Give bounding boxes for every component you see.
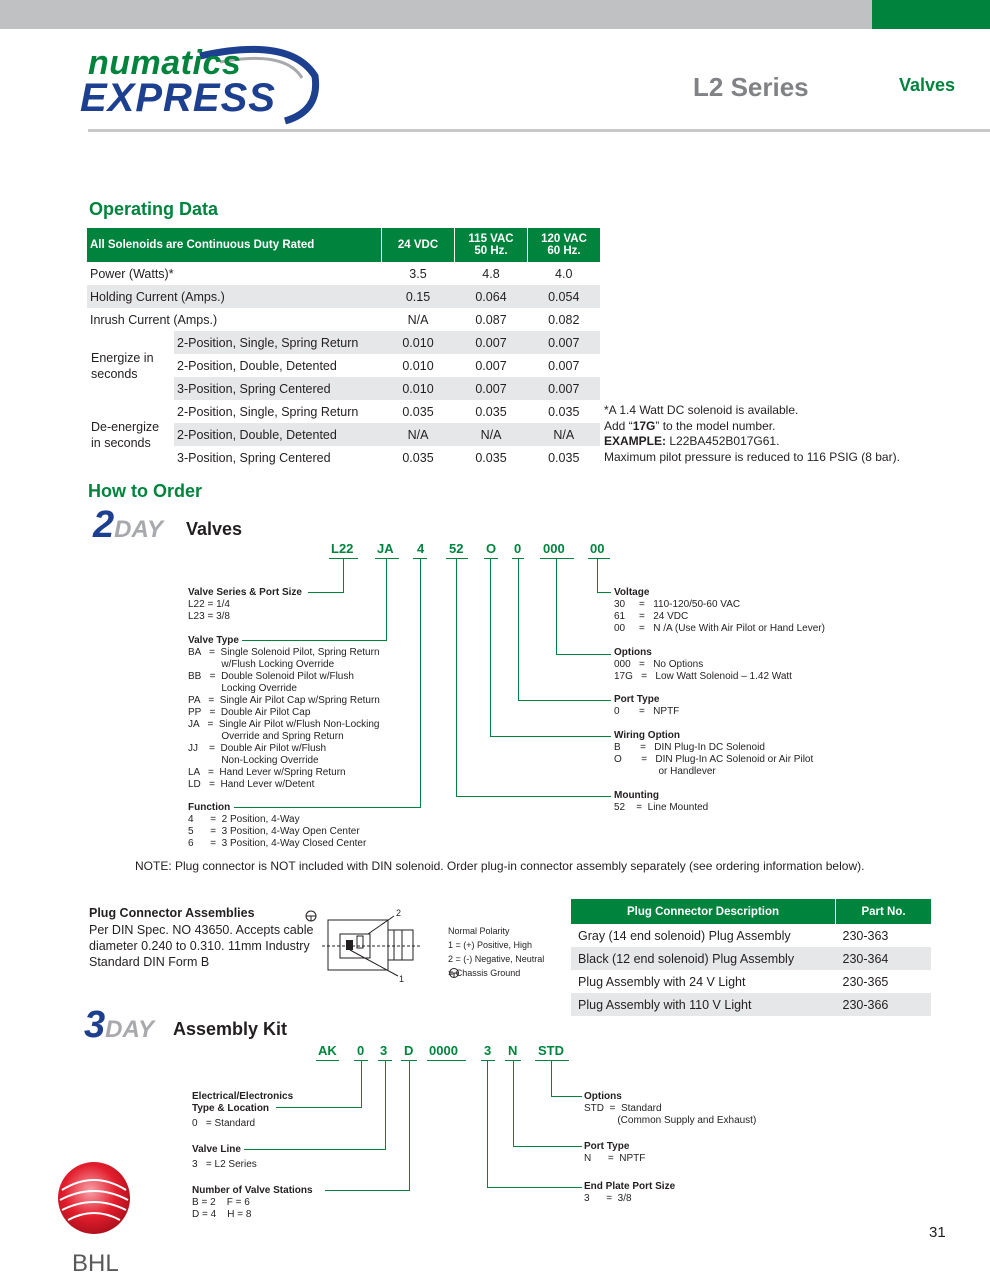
table-row: 2-Position, Double, Detented 0.010 0.007 0.007 bbox=[177, 358, 580, 373]
table-row: Holding Current (Amps.) 0.15 0.064 0.054 bbox=[87, 285, 600, 308]
table-row: De-energize in seconds 2-Position, Single, Spring Return 0.035 0.035 0.035 bbox=[87, 400, 600, 423]
two-day-badge: 2DAY bbox=[93, 504, 164, 546]
code-options: 000 bbox=[543, 541, 565, 556]
bhl-logo-icon bbox=[56, 1160, 132, 1246]
series-title: L2 Series bbox=[693, 72, 809, 102]
logo-express: EXPRESS bbox=[80, 76, 276, 120]
operating-data-heading: Operating Data bbox=[89, 199, 219, 219]
kit-electrical-block: Electrical/Electronics Type & Location 0 = Standard bbox=[192, 1091, 294, 1129]
table-row: Power (Watts)* 3.5 4.8 4.0 bbox=[90, 266, 573, 281]
kit-code-size: 3 bbox=[484, 1043, 492, 1058]
function-block: Function 4 = 2 Position, 4-Way 5 = 3 Position, 4-Way Open Center 6 = 3 Position, 4-Way Closed Center bbox=[188, 802, 367, 849]
kit-end-plate-block: End Plate Port Size 3 = 3/8 bbox=[584, 1181, 676, 1204]
plug-connector-diagram-icon bbox=[302, 906, 442, 986]
code-mounting: 52 bbox=[449, 541, 464, 556]
kit-valve-line-block: Valve Line 3 = L2 Series bbox=[192, 1144, 257, 1170]
wiring-option-block: Wiring Option B = DIN Plug-In DC Solenoid O = DIN Plug-In AC Solenoid or Air Pilot or Handlever bbox=[614, 730, 814, 777]
table-row: Energize in seconds 2-Position, Single, Spring Return 0.010 0.007 0.007 bbox=[87, 331, 600, 354]
kit-code-options: STD bbox=[538, 1043, 564, 1058]
valves-order-title: Valves bbox=[186, 519, 243, 539]
options-block: Options 000 = No Options 17G = Low Watt Solenoid – 1.42 Watt bbox=[614, 647, 792, 682]
plug-assemblies-text: Per DIN Spec. NO 43650. Accepts cable diameter 0.240 to 0.310. 11mm Industry Standard DIN Form B bbox=[89, 923, 314, 969]
assembly-kit-title: Assembly Kit bbox=[173, 1019, 288, 1039]
category-title: Valves bbox=[899, 75, 956, 95]
table-header: Plug Connector Description bbox=[571, 899, 836, 924]
bhl-brand: BHL bbox=[72, 1250, 119, 1277]
operating-data-table bbox=[87, 228, 600, 469]
table-row: Plug Assembly with 110 V Light 230-366 bbox=[571, 993, 931, 1016]
code-valve-type: JA bbox=[377, 541, 394, 556]
kit-code-blank: 0000 bbox=[429, 1043, 458, 1058]
table-row: Inrush Current (Amps.) N/A 0.087 0.082 bbox=[90, 312, 580, 327]
mounting-block: Mounting 52 = Line Mounted bbox=[614, 790, 709, 813]
table-header: Part No. bbox=[836, 899, 932, 924]
polarity-legend: Normal Polarity 1 = (+) Positive, High 2 = (-) Negative, Neutral = Chassis Ground bbox=[448, 926, 545, 978]
kit-options-block: Options STD = Standard (Common Supply and Exhaust) bbox=[584, 1091, 757, 1126]
kit-code-line: 3 bbox=[380, 1043, 388, 1058]
table-header: 24 VDC bbox=[382, 228, 455, 262]
plug-assemblies-title: Plug Connector Assemblies bbox=[89, 906, 255, 920]
plug-connector-table bbox=[571, 899, 931, 1016]
table-row: 3-Position, Spring Centered 0.035 0.035 0.035 bbox=[177, 450, 580, 465]
table-header: All Solenoids are Continuous Duty Rated bbox=[87, 228, 382, 262]
three-day-badge: 3DAY bbox=[84, 1004, 155, 1046]
code-port: 0 bbox=[514, 541, 522, 556]
logo-numatics: numatics bbox=[88, 44, 242, 82]
valve-type-block: Valve Type BA = Single Solenoid Pilot, Spring Return w/Flush Locking Override BB = Double Solenoid Pilot w/Flush Locking Override PA = Single Air Pilot Cap w/Spring Return PP = Double Air Pilot Cap JA = Single Air Pilot w/Flush Non-Locking Override and Spring Return JJ = Double Air Pilot w/Flush Non-Locking Override LA = Hand Lever w/Spring Return LD = Hand Lever w/Detent bbox=[188, 635, 380, 790]
table-header: 115 VAC 50 Hz. bbox=[455, 228, 528, 262]
header-rule bbox=[88, 129, 990, 132]
valve-series-block: Valve Series & Port Size L22 = 1/4 L23 = 3/8 bbox=[188, 587, 302, 622]
pin-label-2: 2 bbox=[396, 908, 402, 918]
plug-note: NOTE: Plug connector is NOT included with DIN solenoid. Order plug-in connector assembly separately (see ordering information below). bbox=[135, 859, 865, 873]
port-type-block: Port Type 0 = NPTF bbox=[614, 694, 680, 717]
kit-code-stations: D bbox=[404, 1043, 414, 1058]
top-bar bbox=[0, 0, 872, 29]
pin-label-1: 1 bbox=[399, 974, 405, 984]
table-row: Gray (14 end solenoid) Plug Assembly 230-363 bbox=[578, 928, 889, 943]
code-wiring: O bbox=[486, 541, 497, 556]
kit-code-port: N bbox=[508, 1043, 518, 1058]
table-header: 120 VAC 60 Hz. bbox=[528, 228, 601, 262]
group-label: Energize in seconds bbox=[91, 350, 154, 381]
chassis-ground-icon bbox=[448, 967, 460, 979]
code-series: L22 bbox=[331, 541, 354, 556]
code-voltage: 00 bbox=[590, 541, 605, 556]
kit-port-type-block: Port Type N = NPTF bbox=[584, 1141, 646, 1164]
group-label: De-energize in seconds bbox=[91, 419, 160, 450]
table-row: Plug Assembly with 24 V Light 230-365 bbox=[578, 974, 889, 989]
page-number: 31 bbox=[929, 1224, 946, 1241]
table-row: 2-Position, Double, Detented N/A N/A N/A bbox=[87, 423, 600, 446]
table-row: Black (12 end solenoid) Plug Assembly 230-364 bbox=[571, 947, 931, 970]
table-row: 3-Position, Spring Centered 0.010 0.007 0.007 bbox=[87, 377, 600, 400]
kit-code-type: 0 bbox=[357, 1043, 365, 1058]
solenoid-footnote: *A 1.4 Watt DC solenoid is available. Add “17G” to the model number. EXAMPLE: L22BA452B017G61. Maximum pilot pressure is reduced to 116 PSIG (8 bar). bbox=[604, 403, 900, 464]
code-function: 4 bbox=[417, 541, 425, 556]
how-to-order-heading: How to Order bbox=[88, 481, 203, 501]
kit-code-ak: AK bbox=[318, 1043, 337, 1058]
voltage-block: Voltage 30 = 110-120/50-60 VAC 61 = 24 VDC 00 = N /A (Use With Air Pilot or Hand Lever) bbox=[614, 587, 825, 634]
top-bar-accent bbox=[872, 0, 990, 29]
kit-stations-block: Number of Valve Stations B = 2 F = 6 D = 4 H = 8 bbox=[192, 1185, 313, 1220]
